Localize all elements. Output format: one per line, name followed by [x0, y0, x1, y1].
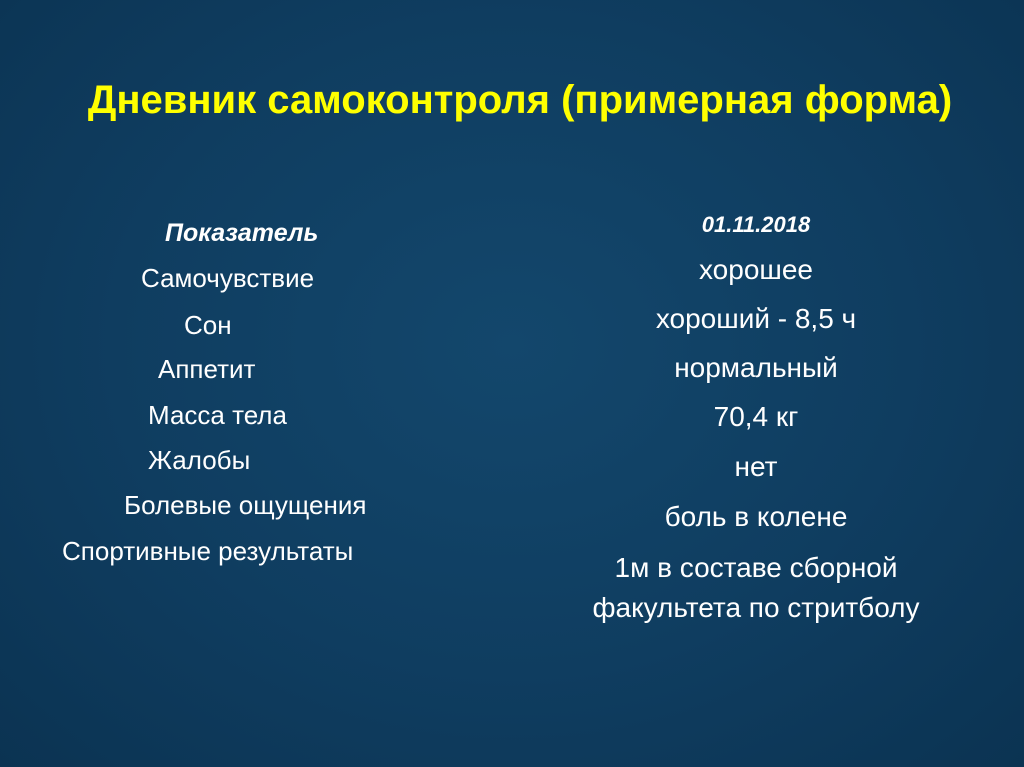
indicator-label: Аппетит	[158, 354, 256, 384]
indicator-value: боль в колене	[664, 501, 848, 532]
indicator-label: Масса тела	[148, 400, 287, 430]
indicator-value: 1м в составе сборной факультета по стритболу	[592, 552, 920, 623]
indicator-value: нормальный	[674, 352, 838, 383]
indicator-label: Спортивные результаты	[62, 536, 354, 566]
indicator-column-header: Показатель	[165, 219, 319, 247]
slide-title: Дневник самоконтроля (примерная форма)	[87, 78, 953, 122]
date-column-header: 01.11.2018	[701, 212, 811, 237]
indicator-label: Жалобы	[148, 445, 251, 475]
indicator-value: 70,4 кг	[713, 401, 799, 432]
indicator-value: хорошее	[698, 254, 813, 285]
indicator-label: Сон	[184, 310, 232, 340]
indicator-label: Самочувствие	[141, 263, 315, 293]
indicator-value: хороший - 8,5 ч	[655, 303, 857, 334]
indicator-label: Болевые ощущения	[124, 490, 367, 520]
indicator-value: нет	[734, 451, 778, 482]
